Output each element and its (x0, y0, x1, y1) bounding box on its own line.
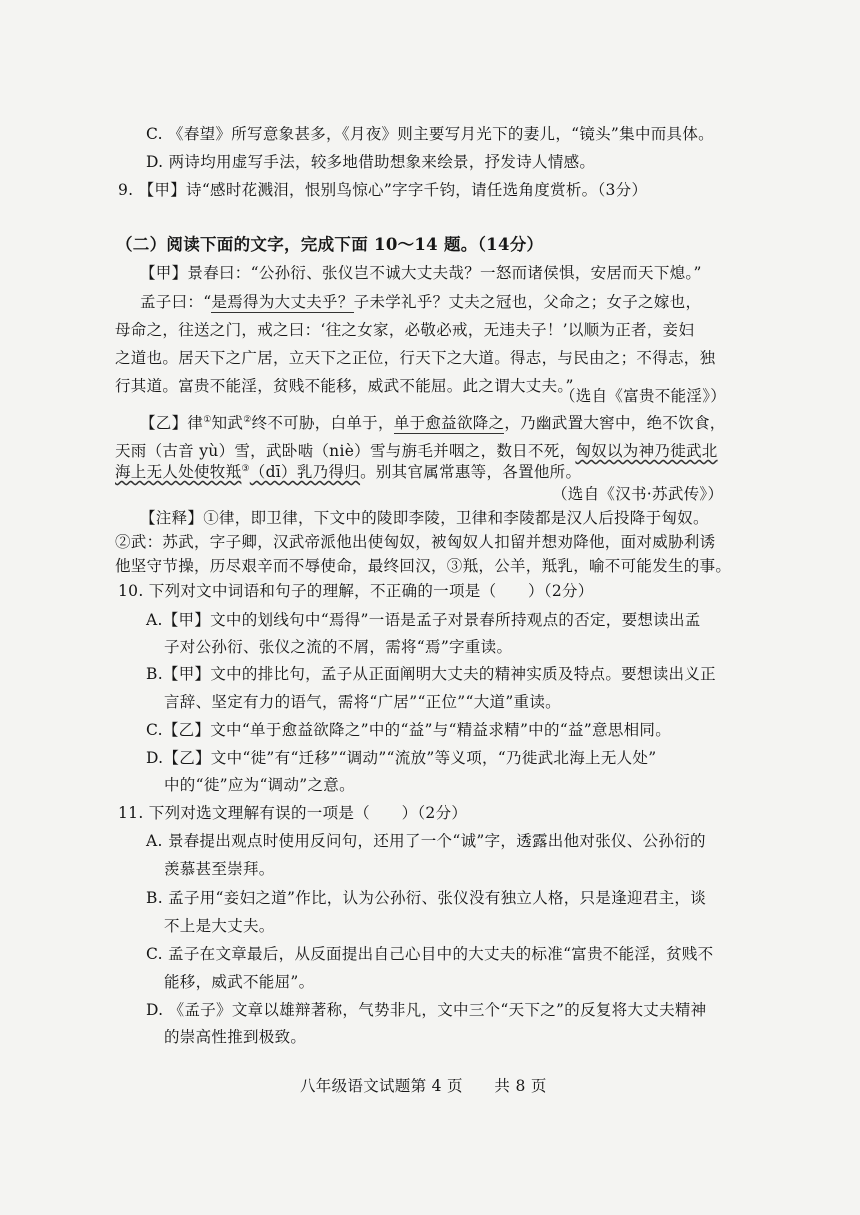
q10-option-d: D.【乙】文中“徙”有“迁移”“调动”“流放”等义项，“乃徙武北海上无人处” (146, 749, 657, 767)
q11-option-c: C. 孟子在文章最后，从反面提出自己心目中的大丈夫的标准“富贵不能淫，贫贱不 (146, 945, 714, 963)
section-title: （二）阅读下面的文字，完成下面 10～14 题。（14分） (116, 235, 544, 254)
q9-text: 9. 【甲】诗“感时花溅泪，恨别鸟惊心”字字千钧，请任选角度赏析。（3分） (118, 181, 648, 199)
notes-line: ②武：苏武，字子卿，汉武帝派他出使匈奴，被匈奴人扣留并想劝降他，面对威胁利诱 (115, 533, 716, 551)
q10-option-c: C.【乙】文中“单于愈益欲降之”中的“益”与“精益求精”中的“益”意思相同。 (146, 721, 672, 739)
wavy-underlined-sentence: 海上无人处使牧羝 (115, 463, 242, 481)
q11-option-a: A. 景春提出观点时使用反问句，还用了一个“诚”字，透露出他对张仪、公孙衍的 (146, 832, 706, 850)
q11-option-b: B. 孟子用“妾妇之道”作比，认为公孙衍、张仪没有独立人格，只是逢迎君主，谈 (146, 889, 706, 907)
q11-stem: 11. 下列对选文理解有误的一项是（ ）（2分） (118, 804, 468, 822)
passage-jia-line: 行其道。富贵不能淫，贫贱不能移，威武不能屈。此之谓大丈夫。” (115, 377, 574, 395)
q10-option-a: A.【甲】文中的划线句中“焉得”一语是孟子对景春所持观点的否定，要想读出孟 (146, 611, 701, 629)
q8-option-c: C. 《春望》所写意象甚多，《月夜》则主要写月光下的妻儿，“镜头”集中而具体。 (146, 125, 714, 143)
footnote-marker: ① (203, 415, 212, 425)
footnote-marker: ③ (241, 464, 250, 474)
underlined-sentence: 是焉得为大丈夫乎？ (211, 293, 354, 311)
passage-jia-line: 之道也。居天下之广居，立天下之正位，行天下之大道。得志，与民由之；不得志，独 (115, 349, 716, 367)
passage-jia-source: （选自《富贵不能淫》） (560, 387, 727, 405)
footnote-marker: ② (243, 415, 252, 425)
notes-line: 他坚守节操，历尽艰辛而不辱使命，最终回汉，③羝，公羊，羝乳，喻不可能发生的事。 (115, 557, 732, 575)
passage-yi-source: （选自《汉书·苏武传》） (552, 485, 724, 503)
page-number: 八年级语文试题第 4 页 共 8 页 (300, 1077, 547, 1095)
passage-jia-line: 孟子曰：“是焉得为大丈夫乎？子未学礼乎？丈夫之冠也，父命之；女子之嫁也， (140, 293, 702, 311)
q11-option-b-cont: 不上是大丈夫。 (164, 917, 275, 935)
q11-option-d-cont: 的崇高性推到极致。 (164, 1028, 307, 1046)
wavy-underlined-sentence: 匈奴以为神乃徙武北 (575, 442, 718, 460)
q11-option-d: D. 《孟子》文章以雄辩著称，气势非凡，文中三个“天下之”的反复将大丈夫精神 (146, 1001, 707, 1019)
q10-option-d-cont: 中的“徙”应为“调动”之意。 (164, 776, 355, 794)
passage-jia-line: 【甲】景春曰：“公孙衍、张仪岂不诚大丈夫哉？一怒而诸侯惧，安居而天下熄。” (140, 264, 702, 282)
q11-option-a-cont: 羡慕甚至崇拜。 (164, 860, 275, 878)
passage-yi-line: 海上无人处使牧羝③（dī）乳乃得归。别其官属常惠等，各置他所。 (115, 463, 582, 481)
q10-option-a-cont: 子对公孙衍、张仪之流的不屑，需将“焉”字重读。 (164, 638, 513, 656)
q8-option-d: D. 两诗均用虚写手法，较多地借助想象来绘景，抒发诗人情感。 (146, 153, 596, 171)
underlined-sentence: 单于愈益欲降之 (393, 414, 505, 432)
q10-option-b: B.【甲】文中的排比句，孟子从正面阐明大丈夫的精神实质及特点。要想读出义正 (146, 665, 716, 683)
q11-option-c-cont: 能移，威武不能屈”。 (164, 973, 315, 991)
q10-option-b-cont: 言辞、坚定有力的语气，需将“广居”“正位”“大道”重读。 (164, 693, 561, 711)
q10-stem: 10. 下列对文中词语和句子的理解，不正确的一项是（ ）（2分） (118, 582, 594, 600)
passage-yi-line: 【乙】律①知武②终不可胁，白单于，单于愈益欲降之，乃幽武置大窖中，绝不饮食， (140, 414, 726, 432)
notes-line: 【注释】①律，即卫律，下文中的陵即李陵，卫律和李陵都是汉人后投降于匈奴。 (140, 509, 709, 527)
passage-jia-line: 母命之，往送之门，戒之曰：‘往之女家，必敬必戒，无违夫子！’以顺为正者，妾妇 (115, 321, 695, 339)
passage-yi-line: 天雨（古音 yù）雪，武卧啮（niè）雪与旃毛并咽之，数日不死，匈奴以为神乃徙武北 (115, 442, 718, 460)
